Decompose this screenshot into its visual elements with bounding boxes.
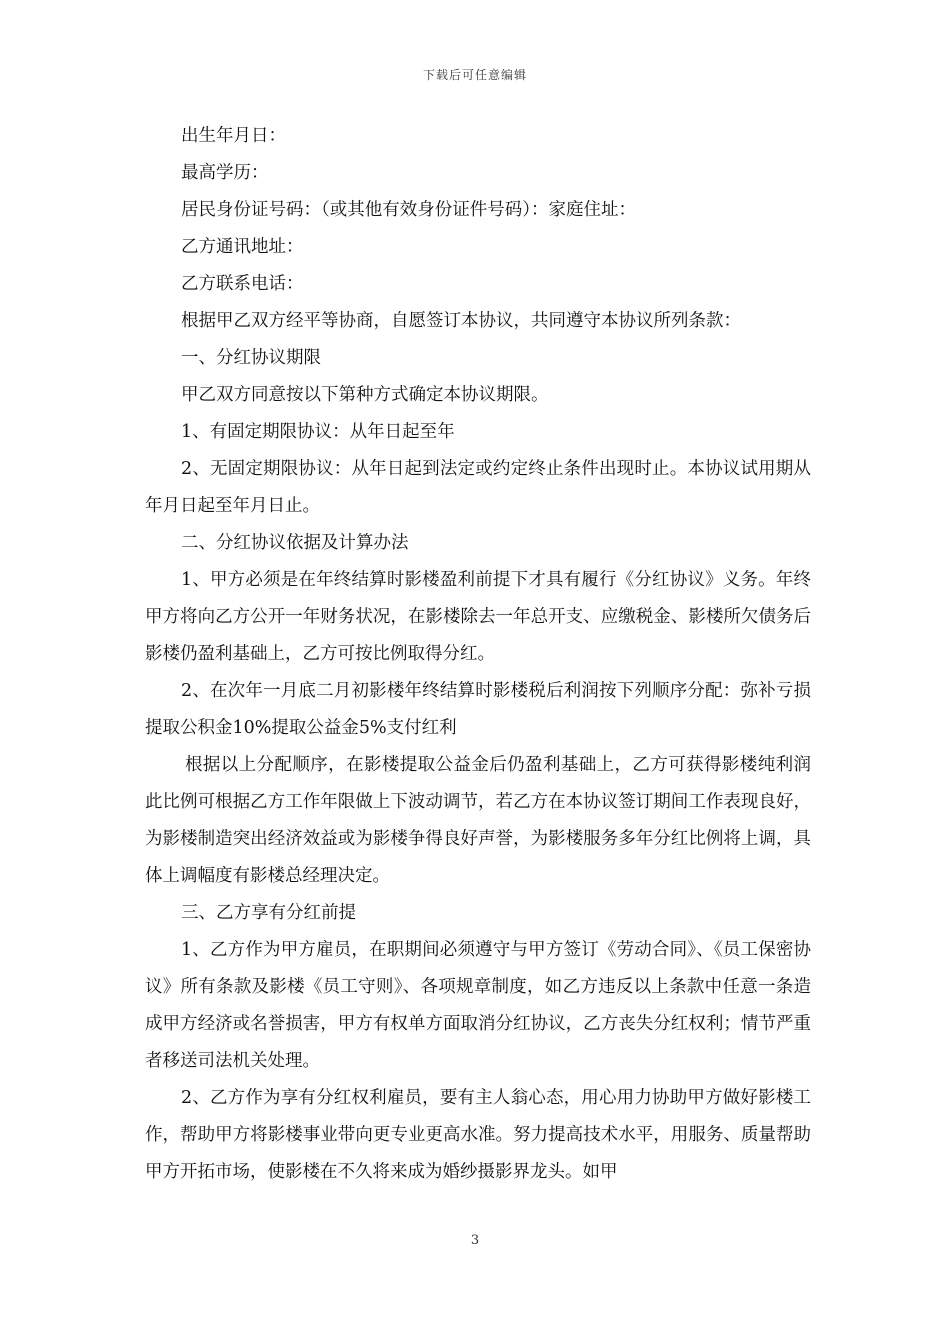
section-heading-3: 三、乙方享有分红前提 [181, 903, 356, 923]
section-heading-2: 二、分红协议依据及计算办法 [181, 533, 409, 553]
paragraph-birth-date: 出生年月日： [181, 126, 286, 146]
page-header: 下载后可任意编辑 [422, 68, 527, 82]
paragraph-basis-1: 1、甲方必须是在年终结算时影楼盈利前提下才具有履行《分红协议》义务。年终甲方将向乙方公开一年财务状况，在影楼除去一年总开支、应缴税金、影楼所欠债务后影楼仍盈利基础上，乙方可按比例取得分红。 [145, 570, 811, 664]
paragraph-premise-1: 1、乙方作为甲方雇员，在职期间必须遵守与甲方签订《劳动合同》、《员工保密协议》所有条款及影楼《员工守则》、各项规章制度，如乙方违反以上条款中任意一条造成甲方经济或名誉损害，甲方有权单方面取消分红协议，乙方丧失分红权利；情节严重者移送司法机关处理。 [145, 940, 811, 1071]
paragraph-basis-2: 2、在次年一月底二月初影楼年终结算时影楼税后利润按下列顺序分配：弥补亏损提取公积金10%提取公益金5%支付红利 [145, 681, 811, 738]
paragraph-id-number: 居民身份证号码：（或其他有效身份证件号码）：家庭住址： [181, 200, 636, 220]
paragraph-distribution: 根据以上分配顺序，在影楼提取公益金后仍盈利基础上，乙方可获得影楼纯利润此比例可根据乙方工作年限做上下波动调节，若乙方在本协议签订期间工作表现良好，为影楼制造突出经济效益或为影楼争得良好声誉，为影楼服务多年分红比例将上调，具体上调幅度有影楼总经理决定。 [145, 755, 811, 886]
paragraph-term-method: 甲乙双方同意按以下第种方式确定本协议期限。 [181, 385, 549, 405]
document-body [145, 118, 811, 1191]
paragraph-party-b-phone: 乙方联系电话： [181, 274, 304, 294]
section-heading-1: 一、分红协议期限 [181, 348, 321, 368]
paragraph-premise-2: 2、乙方作为享有分红权利雇员，要有主人翁心态，用心用力协助甲方做好影楼工作，帮助甲方将影楼事业带向更专业更高水准。努力提高技术水平，用服务、质量帮助甲方开拓市场，使影楼在不久将来成为婚纱摄影界龙头。如甲 [145, 1088, 811, 1182]
paragraph-preamble: 根据甲乙双方经平等协商，自愿签订本协议，共同遵守本协议所列条款： [181, 311, 741, 331]
paragraph-open-term: 2、无固定期限协议：从年日起到法定或约定终止条件出现时止。本协议试用期从年月日起至年月日止。 [145, 459, 811, 516]
paragraph-fixed-term: 1、有固定期限协议：从年日起至年 [181, 422, 455, 442]
paragraph-party-b-address: 乙方通讯地址： [181, 237, 304, 257]
paragraph-education: 最高学历： [181, 163, 269, 183]
page-number: 3 [470, 1233, 480, 1248]
